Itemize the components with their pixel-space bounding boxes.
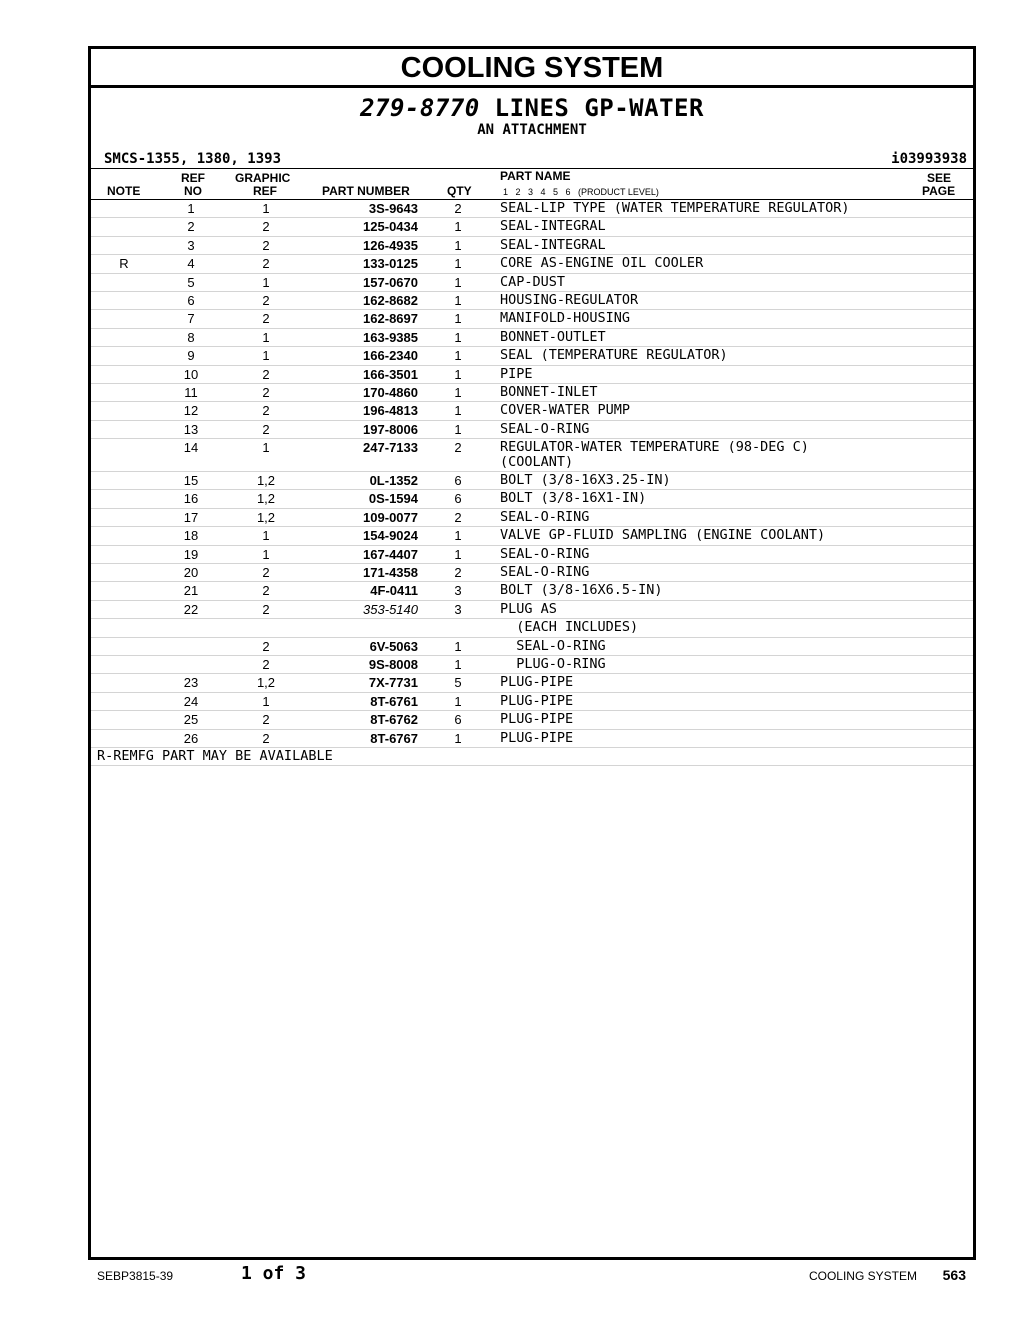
table-row xyxy=(91,656,973,674)
qty-cell: 2 xyxy=(454,201,462,216)
table-row xyxy=(91,527,973,545)
part-name-cell: VALVE GP-FLUID SAMPLING (ENGINE COOLANT) xyxy=(500,527,826,544)
ref-no-cell: 5 xyxy=(187,274,195,290)
part-name-cell: MANIFOLD-HOUSING xyxy=(500,310,631,327)
graphic-ref-cell: 1,2 xyxy=(256,473,276,489)
graphic-ref-cell: 1,2 xyxy=(256,509,276,525)
part-name-cell: REGULATOR-WATER TEMPERATURE (98-DEG C) (COOLANT) xyxy=(500,439,809,471)
part-number-cell: 162-8697 xyxy=(363,311,418,327)
page-footer xyxy=(97,1262,969,1286)
footer-section: COOLING SYSTEM xyxy=(808,1269,917,1283)
ref-no-cell: 26 xyxy=(183,730,199,746)
ref-no-cell: 20 xyxy=(183,565,199,581)
part-name-cell: BONNET-INLET xyxy=(500,383,598,400)
qty-cell: 1 xyxy=(454,348,462,364)
part-number-cell: 167-4407 xyxy=(363,546,418,562)
part-number-cell: 154-9024 xyxy=(363,528,418,544)
part-number-cell: 166-2340 xyxy=(363,348,418,364)
part-name-cell: PLUG-PIPE xyxy=(500,711,574,728)
part-name-cell: PLUG-PIPE xyxy=(500,729,574,746)
graphic-ref-cell: 2 xyxy=(262,565,270,581)
footnote: R-REMFG PART MAY BE AVAILABLE xyxy=(97,747,333,764)
part-name-cell: BOLT (3/8-16X1-IN) xyxy=(500,490,647,507)
ref-no-cell: 4 xyxy=(187,256,195,272)
table-row xyxy=(91,421,973,439)
table-row xyxy=(91,237,973,255)
part-number-cell: 171-4358 xyxy=(363,565,418,581)
part-name-cell: SEAL-INTEGRAL xyxy=(500,236,606,253)
part-name-cell: BOLT (3/8-16X6.5-IN) xyxy=(500,582,663,599)
part-number-cell: 8T-6761 xyxy=(370,693,418,709)
header-note: NOTE xyxy=(107,184,141,198)
part-name-cell: PLUG-PIPE xyxy=(500,674,574,691)
part-name-cell: SEAL-O-RING xyxy=(500,637,606,654)
ref-no-cell: 16 xyxy=(183,491,199,507)
footer-doc-number: SEBP3815-39 xyxy=(97,1269,174,1283)
qty-cell: 1 xyxy=(454,311,462,327)
part-name-cell: SEAL-O-RING xyxy=(500,545,590,562)
table-row xyxy=(91,711,973,729)
graphic-ref-cell: 2 xyxy=(262,730,270,746)
ref-no-cell: 13 xyxy=(183,421,199,437)
part-name-cell: PLUG-PIPE xyxy=(500,692,574,709)
table-row xyxy=(91,329,973,347)
ref-no-cell: 7 xyxy=(187,311,195,327)
part-number-cell: 9S-8008 xyxy=(368,656,418,672)
table-row xyxy=(91,490,973,508)
part-number-cell: 0S-1594 xyxy=(368,491,418,507)
ref-no-cell: 19 xyxy=(183,546,199,562)
part-name-cell: SEAL-O-RING xyxy=(500,508,590,525)
qty-cell: 1 xyxy=(454,256,462,272)
graphic-ref-cell: 2 xyxy=(262,583,270,599)
ref-no-cell: 9 xyxy=(187,348,195,364)
part-number-cell: 247-7133 xyxy=(363,440,418,456)
graphic-ref-cell: 1 xyxy=(262,274,270,290)
footer-page-of: 1 of 3 xyxy=(241,1263,307,1284)
qty-cell: 2 xyxy=(454,509,462,525)
qty-cell: 6 xyxy=(454,491,462,507)
note-cell: R xyxy=(119,256,129,272)
graphic-ref-cell: 1 xyxy=(262,546,270,562)
ref-no-cell: 3 xyxy=(187,237,195,253)
header-ref-top: REF xyxy=(181,171,205,185)
footer-page-number: 563 xyxy=(942,1267,966,1283)
ref-no-cell: 15 xyxy=(183,473,199,489)
ref-no-cell: 6 xyxy=(187,292,195,308)
table-row xyxy=(91,310,973,328)
graphic-ref-cell: 1 xyxy=(262,201,270,216)
qty-cell: 3 xyxy=(454,583,462,599)
qty-cell: 6 xyxy=(454,712,462,728)
table-row xyxy=(91,674,973,692)
part-name-cell: PLUG-O-RING xyxy=(500,655,606,672)
graphic-ref-cell: 1 xyxy=(262,528,270,544)
part-name-cell: CORE AS-ENGINE OIL COOLER xyxy=(500,255,704,272)
table-row xyxy=(91,730,973,748)
table-row xyxy=(91,638,973,656)
part-number-cell: 163-9385 xyxy=(363,329,418,345)
graphic-ref-cell: 1 xyxy=(262,329,270,345)
qty-cell: 1 xyxy=(454,384,462,400)
qty-cell: 1 xyxy=(454,237,462,253)
part-number-cell: 197-8006 xyxy=(363,421,418,437)
part-number-cell: 196-4813 xyxy=(363,403,418,419)
graphic-ref-cell: 2 xyxy=(262,601,270,617)
graphic-ref-cell: 1 xyxy=(262,440,270,456)
table-row xyxy=(91,292,973,310)
table-row xyxy=(91,347,973,365)
table-row xyxy=(91,255,973,273)
graphic-ref-cell: 2 xyxy=(262,311,270,327)
part-number-cell: 353-5140 xyxy=(363,601,418,617)
qty-cell: 1 xyxy=(454,693,462,709)
qty-cell: 5 xyxy=(454,675,462,691)
header-ref-bottom: NO xyxy=(184,184,202,198)
part-number-cell: 6V-5063 xyxy=(369,638,418,654)
qty-cell: 3 xyxy=(454,601,462,617)
table-row xyxy=(91,384,973,402)
ref-no-cell: 1 xyxy=(187,201,195,216)
graphic-ref-cell: 2 xyxy=(262,366,270,382)
group-subtitle: AN ATTACHMENT xyxy=(477,122,587,138)
qty-cell: 2 xyxy=(454,440,462,456)
smcs-row xyxy=(91,150,973,168)
group-number: 279-8770 xyxy=(360,94,480,122)
table-row xyxy=(91,218,973,236)
header-see-bottom: PAGE xyxy=(922,184,956,198)
qty-cell: 1 xyxy=(454,274,462,290)
ref-no-cell: 21 xyxy=(183,583,199,599)
qty-cell: 1 xyxy=(454,528,462,544)
part-name-cell: SEAL-O-RING xyxy=(500,564,590,581)
part-number-cell: 3S-9643 xyxy=(368,201,418,216)
part-name-cell: COVER-WATER PUMP xyxy=(500,402,631,419)
qty-cell: 1 xyxy=(454,638,462,654)
part-number-cell: 109-0077 xyxy=(363,509,418,525)
table-row xyxy=(91,601,973,619)
ref-no-cell: 24 xyxy=(183,693,199,709)
part-name-cell: CAP-DUST xyxy=(500,273,566,290)
ref-no-cell: 14 xyxy=(183,440,199,456)
part-number-cell: 126-4935 xyxy=(363,237,418,253)
graphic-ref-cell: 2 xyxy=(262,256,270,272)
ref-no-cell: 8 xyxy=(187,329,195,345)
graphic-ref-cell: 1 xyxy=(262,348,270,364)
part-number-cell: 162-8682 xyxy=(363,292,418,308)
graphic-ref-cell: 2 xyxy=(262,292,270,308)
qty-cell: 1 xyxy=(454,219,462,235)
ref-no-cell: 12 xyxy=(183,403,199,419)
ref-no-cell: 11 xyxy=(184,384,198,400)
header-part-number: PART NUMBER xyxy=(322,184,410,198)
table-row xyxy=(91,439,973,472)
table-row xyxy=(91,200,973,218)
parts-page-frame xyxy=(88,46,976,1260)
graphic-ref-cell: 1,2 xyxy=(256,491,276,507)
ref-no-cell: 25 xyxy=(183,712,199,728)
qty-cell: 1 xyxy=(454,546,462,562)
header-graphic-top: GRAPHIC xyxy=(235,171,291,185)
header-graphic-bottom: REF xyxy=(253,184,277,198)
parts-table-body xyxy=(91,200,973,748)
ref-no-cell: 2 xyxy=(187,219,195,235)
table-row xyxy=(91,472,973,490)
part-name-cell: BONNET-OUTLET xyxy=(500,328,606,345)
part-name-cell: SEAL-INTEGRAL xyxy=(500,218,606,235)
part-number-cell: 133-0125 xyxy=(363,256,418,272)
qty-cell: 1 xyxy=(454,403,462,419)
table-row xyxy=(91,274,973,292)
graphic-ref-cell: 2 xyxy=(262,219,270,235)
graphic-ref-cell: 2 xyxy=(262,237,270,253)
graphic-ref-cell: 2 xyxy=(262,656,270,672)
footnote-row xyxy=(91,748,973,766)
part-number-cell: 170-4860 xyxy=(363,384,418,400)
graphic-ref-cell: 2 xyxy=(262,421,270,437)
part-name-cell: PLUG AS xyxy=(500,600,557,617)
table-row xyxy=(91,509,973,527)
part-name-cell: SEAL (TEMPERATURE REGULATOR) xyxy=(500,347,728,364)
table-row xyxy=(91,366,973,384)
ref-no-cell: 22 xyxy=(183,601,199,617)
group-name: LINES GP-WATER xyxy=(494,94,704,122)
part-number-cell: 7X-7731 xyxy=(368,675,418,691)
qty-cell: 6 xyxy=(454,473,462,489)
group-title xyxy=(91,94,973,122)
part-name-cell: (EACH INCLUDES) xyxy=(500,619,639,636)
part-name-cell: BOLT (3/8-16X3.25-IN) xyxy=(500,472,671,489)
graphic-ref-cell: 1 xyxy=(262,693,270,709)
table-row xyxy=(91,619,973,637)
qty-cell: 1 xyxy=(454,656,462,672)
part-number-cell: 4F-0411 xyxy=(370,583,418,599)
part-name-cell: SEAL-LIP TYPE (WATER TEMPERATURE REGULATOR) xyxy=(500,200,850,216)
header-part-name: PART NAME xyxy=(500,169,571,183)
part-name-cell: HOUSING-REGULATOR xyxy=(500,291,639,308)
ref-no-cell: 10 xyxy=(183,366,199,382)
header-product-levels: 1 2 3 4 5 6 (PRODUCT LEVEL) xyxy=(503,187,659,197)
qty-cell: 1 xyxy=(454,366,462,382)
table-row xyxy=(91,564,973,582)
graphic-ref-cell: 2 xyxy=(262,403,270,419)
section-title: COOLING SYSTEM xyxy=(91,49,973,88)
qty-cell: 1 xyxy=(454,421,462,437)
table-row xyxy=(91,546,973,564)
part-number-cell: 157-0670 xyxy=(363,274,418,290)
header-qty: QTY xyxy=(447,184,472,198)
ref-no-cell: 23 xyxy=(183,675,199,691)
qty-cell: 1 xyxy=(454,730,462,746)
graphic-ref-cell: 2 xyxy=(262,712,270,728)
part-name-cell: PIPE xyxy=(500,365,533,382)
part-number-cell: 8T-6762 xyxy=(370,712,418,728)
part-number-cell: 8T-6767 xyxy=(370,730,418,746)
part-number-cell: 166-3501 xyxy=(363,366,418,382)
table-header xyxy=(91,169,973,200)
illustration-id: i03993938 xyxy=(891,151,967,167)
ref-no-cell: 18 xyxy=(183,528,199,544)
graphic-ref-cell: 2 xyxy=(262,638,270,654)
ref-no-cell: 17 xyxy=(183,509,199,525)
qty-cell: 1 xyxy=(454,329,462,345)
part-number-cell: 125-0434 xyxy=(363,219,418,235)
table-row xyxy=(91,693,973,711)
graphic-ref-cell: 1,2 xyxy=(256,675,276,691)
table-row xyxy=(91,402,973,420)
graphic-ref-cell: 2 xyxy=(262,384,270,400)
table-row xyxy=(91,582,973,600)
qty-cell: 2 xyxy=(454,565,462,581)
smcs-codes: SMCS-1355, 1380, 1393 xyxy=(104,151,282,167)
qty-cell: 1 xyxy=(454,292,462,308)
header-see-top: SEE xyxy=(927,171,952,185)
part-name-cell: SEAL-O-RING xyxy=(500,420,590,437)
part-number-cell: 0L-1352 xyxy=(369,473,418,489)
